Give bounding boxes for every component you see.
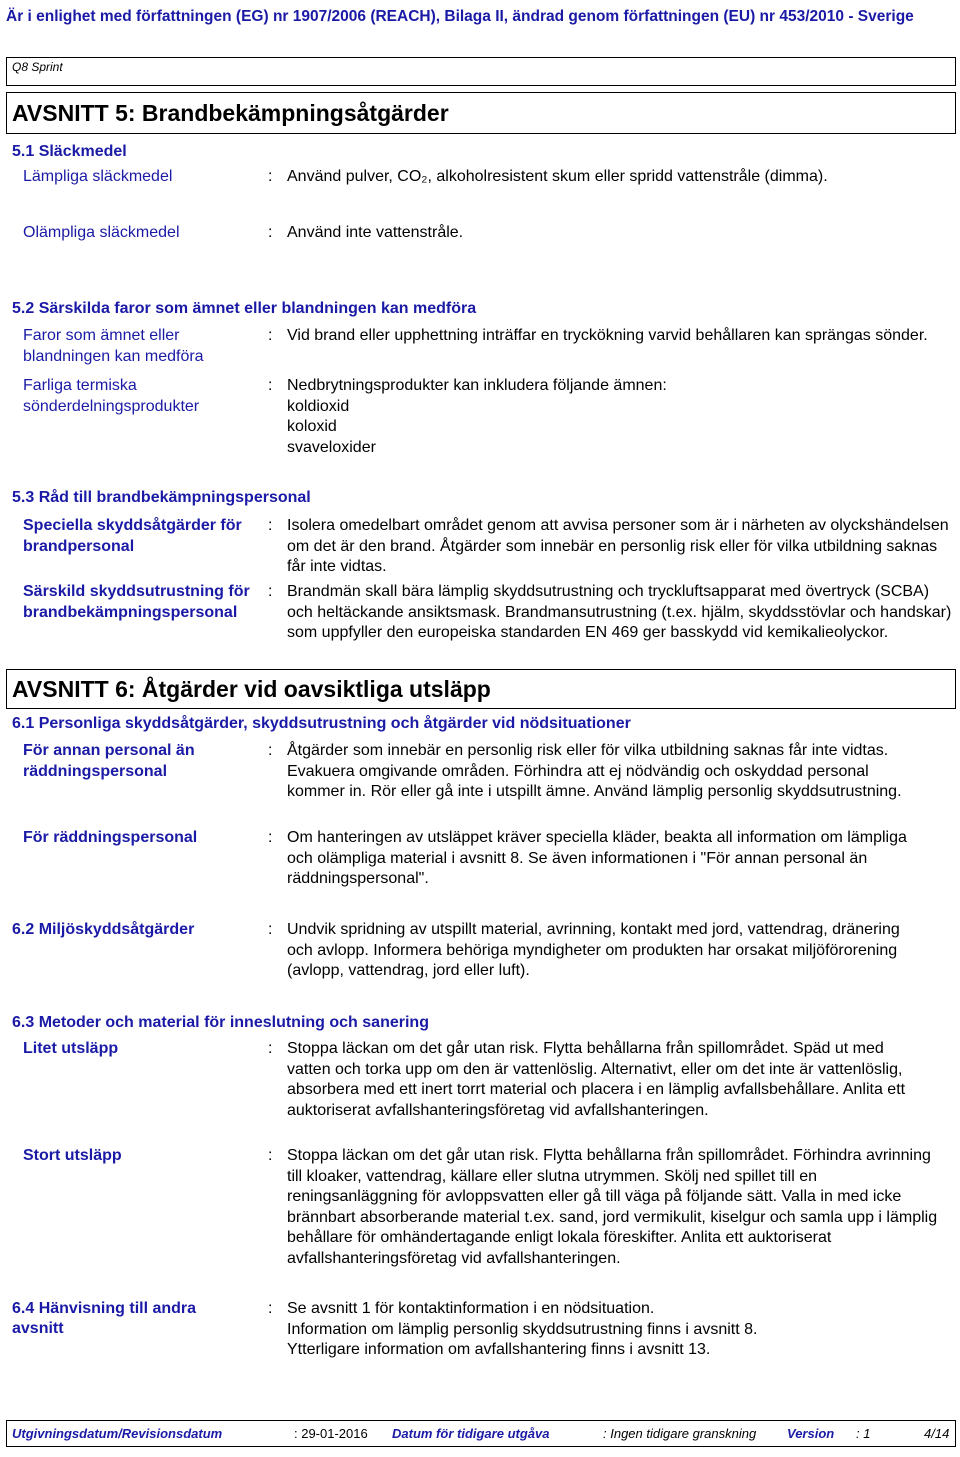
- colon: :: [268, 921, 273, 938]
- colon: :: [268, 583, 273, 600]
- footer-issue-label: Utgivningsdatum/Revisionsdatum: [12, 1426, 223, 1441]
- large-spill-label: Stort utsläpp: [23, 1147, 122, 1164]
- footer-page-number: 4/14: [924, 1426, 950, 1441]
- responders-value: Om hanteringen av utsläppet kräver speciella kläder, beakta all information om lämpliga och olämpliga material i avsnitt 8. Se även informationen i "För annan personal än räddningspersonal".: [287, 829, 907, 887]
- special-measures-label: Speciella skyddsåtgärder för brandpersonal: [23, 517, 242, 555]
- decomposition-item: koloxid: [287, 418, 337, 435]
- hazards-label: Faror som ämnet eller blandningen kan medföra: [23, 327, 204, 365]
- reference-line: Ytterligare information om avfallshantering finns i avsnitt 13.: [287, 1341, 711, 1358]
- decomposition-value: [287, 376, 947, 458]
- section-5-1-heading: 5.1 Släckmedel: [12, 143, 127, 160]
- section-6-2-heading: 6.2 Miljöskyddsåtgärder: [12, 921, 195, 938]
- colon: :: [268, 224, 273, 241]
- special-measures-value: Isolera omedelbart området genom att avvisa personer som är i närheten av olyckshändelsen om det är den brand. Åtgärder som innebär en personlig risk eller för vilka utbildning saknas får inte vidtas.: [287, 517, 949, 575]
- section-6-title: AVSNITT 6: Åtgärder vid oavsiktliga utsläpp: [12, 676, 491, 702]
- colon: :: [268, 1147, 273, 1164]
- colon: :: [268, 829, 273, 846]
- footer-issue-value: : 29-01-2016: [294, 1426, 368, 1441]
- unsuitable-media-value: Använd inte vattenstråle.: [287, 224, 464, 241]
- suitable-media-value: Använd pulver, CO₂, alkoholresistent skum eller spridd vattenstråle (dimma).: [287, 168, 828, 185]
- section-6-4-heading: 6.4 Hänvisning till andra avsnitt: [12, 1300, 197, 1337]
- decomposition-label: Farliga termiska sönderdelningsprodukter: [23, 377, 200, 415]
- colon: :: [268, 1300, 273, 1317]
- footer-version-value: : 1: [856, 1426, 871, 1441]
- decomposition-intro: Nedbrytningsprodukter kan inkludera följande ämnen:: [287, 377, 667, 394]
- section-5-3-heading: 5.3 Råd till brandbekämpningspersonal: [12, 489, 311, 506]
- responders-label: För räddningspersonal: [23, 829, 198, 846]
- product-name: Q8 Sprint: [12, 60, 63, 74]
- protective-equipment-value: Brandmän skall bära lämplig skyddsutrustning och tryckluftsapparat med övertryck (SCBA) och heltäckande ansiktsmask. Brandmansutrustning (t.ex. hjälm, skyddsstövlar och handskar) som uppfyller den europeiska standarden EN 469 ger basskydd vid kemikalieolyckor.: [287, 583, 952, 641]
- colon: :: [268, 377, 273, 394]
- document-header-title: Är i enlighet med författningen (EG) nr 1907/2006 (REACH), Bilaga II, ändrad genom författningen (EU) nr 453/2010 - Sverige: [6, 8, 914, 25]
- reference-line: Information om lämplig personlig skyddsutrustning finns i avsnitt 8.: [287, 1320, 758, 1338]
- hazards-value: Vid brand eller upphettning inträffar en tryckökning varvid behållaren kan sprängas sönder.: [287, 327, 928, 344]
- colon: :: [268, 517, 273, 534]
- suitable-media-label: Lämpliga släckmedel: [23, 168, 173, 185]
- footer-previous-label: Datum för tidigare utgåva: [392, 1426, 550, 1441]
- footer-version-label: Version: [787, 1426, 835, 1441]
- large-spill-value: Stoppa läckan om det går utan risk. Flytta behållarna från spillområdet. Förhindra avrinning till kloaker, vattendrag, källare eller slutna utrymmen. Skölj ned spillet till en reningsanläggning för avloppsvatten eller gå till väga på följande sätt. Valla in med icke brännbart absorberande material t.ex. sand, jord vermikulit, kiselgur och samla upp i lämplig behållare för omhändertagande enligt lokala föreskifter. Anlita ett auktoriserat avfallshanteringsföretag vid avfallshanteringen.: [287, 1147, 938, 1267]
- colon: :: [268, 168, 273, 185]
- non-emergency-value: Åtgärder som innebär en personlig risk eller för vilka utbildning saknas får inte vidtas. Evakuera omgivande områden. Förhindra att ej nödvändig och oskyddad personal kommer in. Rör eller gå inte i utspillt ämne. Använd lämplig personlig skyddsutrustning.: [287, 742, 902, 800]
- non-emergency-label: För annan personal än räddningspersonal: [23, 742, 195, 780]
- unsuitable-media-label: Olämpliga släckmedel: [23, 224, 180, 241]
- colon: :: [268, 1040, 273, 1057]
- decomposition-item: svaveloxider: [287, 438, 376, 456]
- environmental-value: Undvik spridning av utspillt material, avrinning, kontakt med jord, vattendrag, dränering och avlopp. Informera behöriga myndigheter om produkten har orsakat miljöförorening (avlopp, vattendrag, jord eller luft).: [287, 921, 900, 979]
- colon: :: [268, 742, 273, 759]
- footer-previous-value: : Ingen tidigare granskning: [603, 1426, 757, 1441]
- small-spill-value: Stoppa läckan om det går utan risk. Flytta behållarna från spillområdet. Späd ut med vatten och torka upp om den är vattenlöslig. Alternativt, eller om det inte är vattenlöslig, absorbera med ett inert torrt material och placera i en lämplig avfallsbehållare. Anlita ett auktoriserat avfallshanteringsföretag vid avfallshanteringen.: [287, 1040, 906, 1119]
- references-value: [287, 1299, 947, 1361]
- small-spill-label: Litet utsläpp: [23, 1040, 119, 1057]
- section-5-2-heading: 5.2 Särskilda faror som ämnet eller blandningen kan medföra: [12, 300, 477, 317]
- product-box: [6, 57, 956, 86]
- section-5-title: AVSNITT 5: Brandbekämpningsåtgärder: [12, 100, 449, 126]
- section-6-3-heading: 6.3 Metoder och material för inneslutning och sanering: [12, 1014, 429, 1031]
- protective-equipment-label: Särskild skyddsutrustning för brandbekämpningspersonal: [23, 583, 250, 621]
- section-6-1-heading: 6.1 Personliga skyddsåtgärder, skyddsutrustning och åtgärder vid nödsituationer: [12, 715, 631, 732]
- decomposition-item: koldioxid: [287, 397, 350, 415]
- reference-line: Se avsnitt 1 för kontaktinformation i en nödsituation.: [287, 1300, 655, 1317]
- colon: :: [268, 327, 273, 344]
